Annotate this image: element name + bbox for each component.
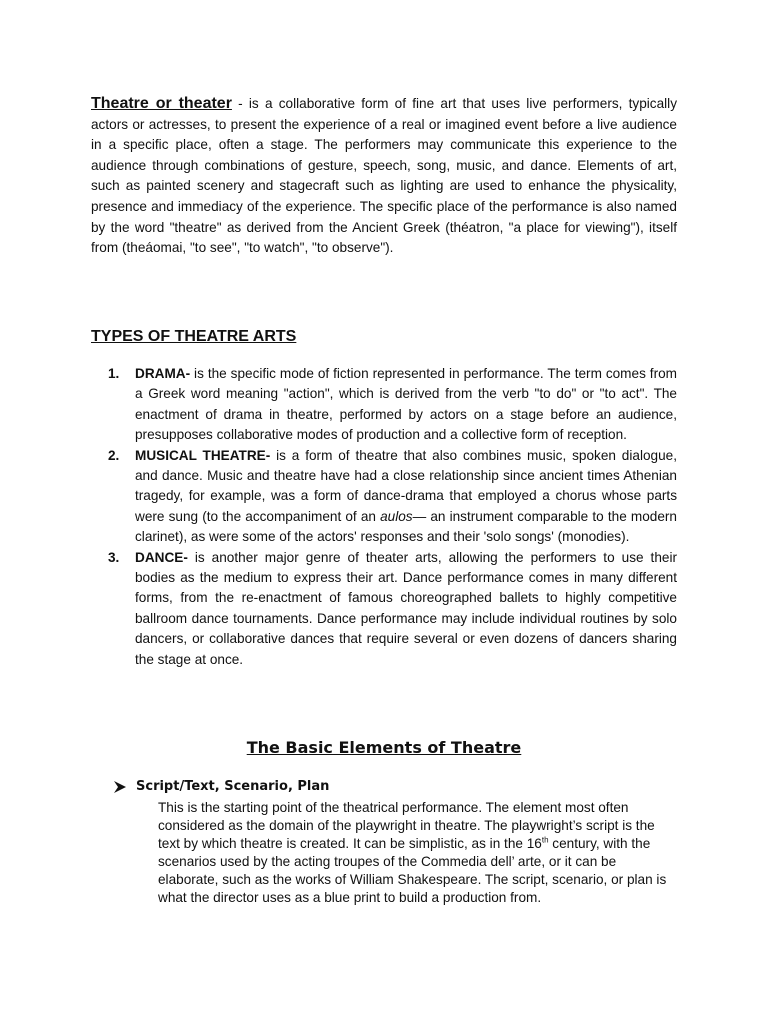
- type-text: is a form of theatre that also combines music, spoken dialogue, and dance. Music and theatre have had a close relationship since ancient times Athenian tragedy, for example, was a form of dance-drama that employed a chorus whose parts were sung (to the accompaniment of an: [135, 447, 677, 524]
- type-text-continued: — an instrument comparable to the modern clarinet), as were some of the actors' responses and their 'solo songs' (monodies).: [135, 508, 677, 545]
- type-item-musical-theatre: [108, 446, 677, 548]
- element-body-text: This is the starting point of the theatrical performance. The element most often considered as the domain of the playwright in theatre. The playwright’s script is the text by which theatre is created. It can be simplistic, as in the 16: [158, 800, 655, 851]
- type-text: is another major genre of theater arts, allowing the performers to use their bodies as the medium to express their art. Dance performance comes in many different forms, from the re-enactment of famous choreographed ballets to highly competitive ballroom dance tournaments. Dance performance may include individual routines by solo dancers, or collaborative dances that require several or even dozens of dancers sharing the stage at once.: [135, 549, 677, 667]
- type-item-drama: [108, 364, 677, 446]
- intro-paragraph: [91, 94, 677, 259]
- type-term: DRAMA-: [135, 366, 191, 381]
- type-text-italic: aulos: [380, 508, 413, 524]
- elements-heading: The Basic Elements of Theatre: [246, 738, 522, 757]
- element-body: [158, 799, 679, 907]
- list-number: 1.: [108, 366, 120, 381]
- types-list: [108, 364, 677, 670]
- types-heading: TYPES OF THEATRE ARTS: [91, 328, 297, 345]
- type-item-dance: [108, 548, 677, 670]
- arrowhead-bullet-icon: [113, 780, 127, 794]
- intro-term: Theatre or theater: [91, 95, 232, 112]
- element-title: Script/Text, Scenario, Plan: [136, 779, 330, 794]
- type-term: DANCE-: [135, 549, 188, 565]
- list-number: 2.: [108, 447, 120, 463]
- element-body-superscript: th: [541, 835, 549, 845]
- type-text: is the specific mode of fiction represented in performance. The term comes from a Greek word meaning "action", which is derived from the verb "to do" or "to act". The enactment of drama in theatre, performed by actors on a stage before an audience, presupposes collaborative modes of production and a collective form of reception.: [135, 366, 677, 443]
- intro-text: - is a collaborative form of fine art that uses live performers, typically actors or actresses, to present the experience of a real or imagined event before a live audience in a specific place, often a stage. The performers may communicate this experience to the audience through combinations of gesture, speech, song, music, and dance. Elements of art, such as painted scenery and stagecraft such as lighting are used to enhance the physicality, presence and immediacy of the experience. The specific place of the performance is also named by the word "theatre" as derived from the Ancient Greek (théatron, "a place for viewing"), itself from (theáomai, "to see", "to watch", "to observe").: [91, 96, 677, 256]
- type-term: MUSICAL THEATRE-: [135, 447, 271, 463]
- list-number: 3.: [108, 549, 120, 565]
- element-body-text-continued: century, with the scenarios used by the acting troupes of the Commedia dell’ arte, or it can be elaborate, such as the works of William Shakespeare. The script, scenario, or plan is what the director uses as a blue print to build a production from.: [158, 836, 667, 905]
